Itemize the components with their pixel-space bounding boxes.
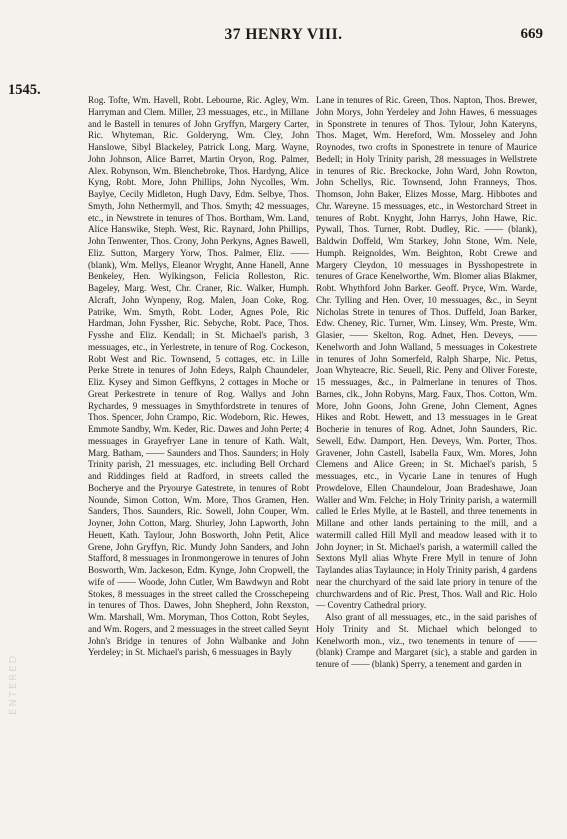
- right-paragraph-2: Also grant of all messuages, etc., in the said parishes of Holy Trinity and St. Michael which belonged to Kenelworth mon., viz., two tenements in tenure of —— (blank) Crampe and Margaret (sic), a stable and garden in tenure of —— (blank) Sperry, a tenement and garden in: [316, 612, 537, 669]
- page-number: 669: [520, 26, 543, 42]
- left-column: [88, 95, 309, 825]
- edge-stamp: ENTERED: [8, 653, 19, 715]
- left-paragraph: Rog. Tofte, Wm. Havell, Robt. Lebourne, Ric. Agley, Wm. Harryman and Clem. Miller, 23 messuages, etc., in Millane and le Bastell in tenures of John Gryffyn, Margery Carter, Ric. Whyteman, Ric. Golderyng, Wm. Cley, John Hanslowe, Sibyl Blackeley, Patrick Long, Marg. Wayne, John Johnson, Alice Barret, Martin Oryon, Rog. Palmer, Alex. Robynson, Wm. Blenchebroke, Thos. Hardyng, Alice Kyng, Robt. More, John Phillips, John Nycolles, Wm. Baylye, Cecily Midleton, Hugh Davy, Edm. Selbye, Thos. Smyth, John Nethermyll, and Thos. Smyth; 42 messuages, etc., in Newstrete in tenures of Thos. Bortham, Wm. Land, Alice Hanswike, Steph. West, Ric. Raynard, John Phillips, John Tenwenter, Thos. Crony, John Perkyns, Agnes Bawell, Eliz. Sutton, Margery Yorw, Thos. Palmer, Eliz. —— (blank), Wm. Mellys, Eleanor Wryght, Anne Hanell, Anne Benkeley, Hen. Wylkingson, Felicia Rolleston, Ric. Bageley, Marg. West, Chr. Craner, Ric. Walker, Humph. Alcraft, John Wynpeny, Rog. Malen, Joan Coke, Rog. Patrike, Wm. Smyth, Robt. Loder, Agnes Pole, Ric Hardman, John Fyssher, Ric. Sebyche, Robt. Pace, Thos. Fysshe and Eliz. Kendall; in St. Michael's parish, 3 messuages, etc., in Yerlestrete, in tenure of Rog. Cockeson, Robt West and Ric. Townsend, 5 cottages, etc. in Lille Perke Strete in tenures of John Edeys, Ralph Chaundeler, Eliz. Kysey and Simon Geffkyns, 2 cottages in Moche or Great Perkestrete in tenure of Rog. Wallys and John Rychardes, 9 messuages in Smythfordstrete in tenures of Thos. Spencer, John Crampo, Ric. Wodeborn, Ric. Hewes, Emmote Sandby, Wm. Keder, Ric. Dawes and John Perte; 4 messuages in Grayefryer Lane in tenure of Kath. Walt, Marg. Batham, —— Saunders and Thos. Saunders; in Holy Trinity parish, 21 messuages, etc. including Bell Orchard and Riddinges field at Radford, in streets called the Bocherye and the Pryourye Gatestrete, in tenures of Robt Nounde, Simon Cotton, Wm. More, Thos Gramen, Hen. Sanders, Thos. Saunders, Ric. Sowell, John Couper, Wm. Joyner, John Cotton, Marg. Shurley, John Lapworth, John Heuett, Kath. Taylour, John Bosworth, John Petit, Alice Grene, John Gryffyn, Ric. Mundy John Sanders, and John Stafford, 8 messuages in Ironmongerowe in tenures of John Bosworth, Wm. Jackeson, Edm. Kynge, John Cropwell, the wife of —— Woode, John Cutler, Wm Bawdwyn and Robt Stokes, 8 messuages in the street called the Crosschepeing in tenures of Thos. Dawes, John Shepherd, John Rexston, Wm. Marshall, Wm. Moryman, Thos Cotton, Robt Seyles, and Wm. Rogers, and 2 messuages in the street called Seynt John's Bridge in tenures of John Walbanke and John Yerdeley; in St. Michael's parish, 6 messuages in Bayly: [88, 95, 309, 658]
- right-paragraph-1: Lane in tenures of Ric. Green, Thos. Napton, Thos. Brewer, John Morys, John Yerdeley and John Hawes, 6 messuages in Sponstrete in tenures of Thos. Tylour, John Kateryns, Thos. Maget, Wm. Hereford, Wm. Mosseley and John Roynodes, two crofts in Sponestrete in tenure of Maurice Bedell; in Holy Trinity parish, 28 messuages in Wellstrete in tenures of Ric. Breckocke, John Ward, John Rowton, John Schellys, Ric. Townsend, John Franneys, Thos. Thomson, John Baker, Elizes Mosse, Marg. Hibbotes and Chr. Wareyne. 15 messuages, etc., in Westorchard Street in tenures of Robt. Knyght, John Harrys, John Hawe, Ric. Pywall, Thos. Turner, Robt. Dudley, Ric. —— (blank), Baldwin Doffeld, Wm Starkey, John Stone, Wm. Nele, Humph. Reignoldes, Wm. Beighton, Robt Crewe and Margery Cleydon, 10 messuages in Bysshopestrete in tenures of Grace Kenelworthe, Wm. Blomer alias Blakmer, Robt. Whythford John Barker. Geoff. Pryce, Wm. Warde, Chr. Tylling and Hen. Over, 10 messuages, &c., in Seynt Nicholas Strete in tenures of Thos. Duffeld, Joan Barker, Edw. Cheney, Ric. Turner, Wm. Linsey, Wm. Preste, Wm. Glasier, —— Skelton, Rog. Adnet, Hen. Deveys, —— Kenelworth and John Walland, 5 messuages in Cokestrete in tenures of John Somerfeld, Ralph Sharpe, Nic. Petus, Joan Whyteacre, Ric. Seuell, Ric. Peny and Oliver Foreste, 15 messuages, &c., in Palmerlane in tenures of Thos. Barnes, clk., John Robyns, Marg. Faux, Thos. Cotton, Wm. More, John Goons, John Grene, John Clement, Agnes Hikes and Robt. Hewett, and 13 messuages in le Great Bocherie in tenures of Rog. Adnet, John Saunders, Ric. Sewell, Edw. Damport, Hen. Deveys, Wm. Porter, Thos. Gravener, John Castell, Isabella Faux, Wm. Mores, John Clemens and Alice Green; in St. Michael's parish, 5 messuages, etc., in Vycarie Lane in tenures of Hugh Prowdelove, Ellen Chaundelour, Joan Bradeshawe, Joan Waller and Wm. Felche; in Holy Trinity parish, a watermill called le Erles Mylle, at le Bastell, and three tenements in Millane and other lands pertaining to the mill, and a watermill called Hill Myll and meadow leased with it to John Joyner; in St. Michael's parish, a watermill called the Sextons Myll alias Whyte Frere Myll in tenure of John Taylandes alias Taylaunce; in Holy Trinity parish, 4 gardens near the churchyard of the said late priory in tenure of the churchwardens and of Ric. Prest, Thos. Wall and Ric. Holo — Coventry Cathedral priory.: [316, 95, 537, 611]
- running-header: [0, 26, 567, 46]
- reign-title: 37 HENRY VIII.: [224, 26, 343, 43]
- year-marginal: 1545.: [8, 82, 41, 98]
- right-column: [316, 95, 537, 825]
